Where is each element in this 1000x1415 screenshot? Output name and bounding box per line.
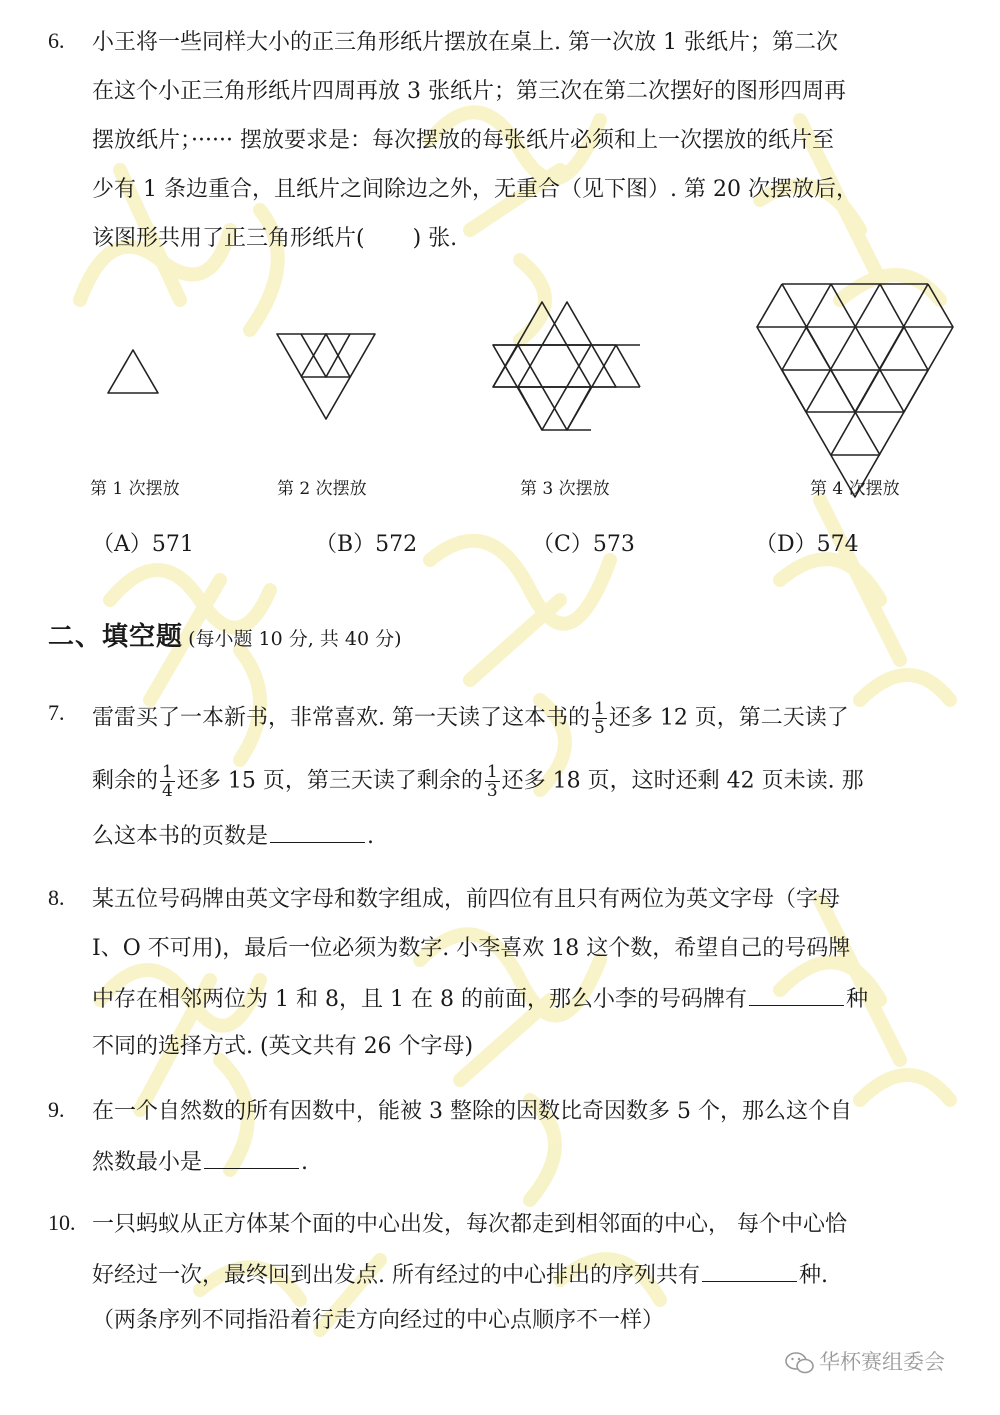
text-segment: 该图形共用了正三角形纸片( [92, 226, 365, 251]
wechat-icon [785, 1352, 815, 1374]
option-d[interactable]: （D）574 [755, 532, 859, 557]
option-b[interactable]: （B）572 [315, 532, 418, 557]
question-text-line: 在一个自然数的所有因数中，能被 3 整除的因数比奇因数多 5 个，那么这个自 [92, 1099, 852, 1124]
text-segment: 种. [799, 1263, 828, 1288]
section-title: 二、填空题 [48, 622, 184, 652]
question-text-line: I、O 不可用)，最后一位必须为数字. 小李喜欢 18 这个数，希望自己的号码牌 [92, 936, 851, 961]
text-segment: 种 [845, 987, 868, 1012]
fraction-numerator: 1 [486, 762, 498, 782]
question-text-line: 某五位号码牌由英文字母和数字组成，前四位有且只有两位为英文字母（字母 [92, 887, 841, 912]
question-number: 9. [48, 1097, 65, 1122]
question-number: 8. [48, 885, 65, 910]
question-text-line: 少有 1 条边重合，且纸片之间除边之外，无重合（见下图）. 第 20 次摆放后， [92, 177, 858, 202]
question-number: 10. [48, 1210, 76, 1235]
answer-blank[interactable] [749, 983, 844, 1006]
question-text-line [92, 820, 374, 852]
option-c[interactable]: （C）573 [532, 532, 635, 557]
section-score-note: (每小题 10 分, 共 40 分) [188, 628, 402, 650]
text-segment: 么这本书的页数是 [92, 824, 269, 849]
text-segment: . [367, 824, 375, 849]
fraction [160, 763, 175, 800]
text-segment: ) 张. [412, 226, 458, 251]
fraction-numerator: 1 [594, 699, 605, 719]
fraction-denominator: 5 [594, 718, 605, 738]
question-text-line: （两条序列不同指沿着行走方向经过的中心点顺序不一样） [92, 1308, 665, 1333]
text-segment: 剩余的 [92, 768, 159, 794]
question-text-line [92, 763, 864, 800]
section-heading [48, 616, 402, 653]
question-text-line: 在这个小正三角形纸片四周再放 3 张纸片；第三次在第二次摆好的图形四周再 [92, 79, 846, 104]
question-number: 7. [48, 700, 65, 725]
answer-blank[interactable] [270, 820, 365, 843]
figure-caption: 第 1 次摆放 [90, 479, 180, 499]
text-segment: 还多 15 页，第三天读了剩余的 [176, 768, 483, 794]
question-text-line: 摆放纸片；······ 摆放要求是：每次摆放的每张纸片必须和上一次摆放的纸片至 [92, 128, 834, 153]
text-segment: 还多 18 页，这时还剩 42 页未读. 那 [501, 768, 864, 794]
question-text-line [92, 700, 849, 737]
question-text-line [92, 983, 868, 1015]
text-segment: 然数最小是 [92, 1150, 203, 1175]
figure-step-2 [277, 334, 375, 419]
question-text-line: 不同的选择方式. (英文共有 26 个字母) [92, 1034, 474, 1059]
footer-logo [785, 1346, 945, 1376]
question-text-line [92, 1259, 828, 1291]
question-number: 6. [48, 28, 65, 53]
text-segment: 还多 12 页，第二天读了 [608, 705, 849, 731]
question-text-line: 小王将一些同样大小的正三角形纸片摆放在桌上. 第一次放 1 张纸片；第二次 [92, 30, 838, 55]
text-segment: 雷雷买了一本新书，非常喜欢. 第一天读了这本书的 [92, 705, 590, 731]
figure-caption: 第 3 次摆放 [520, 479, 610, 499]
fraction-denominator: 3 [486, 781, 498, 801]
figure-step-1 [108, 350, 158, 393]
figure-caption: 第 2 次摆放 [277, 479, 367, 499]
figure-step-3 [493, 302, 640, 430]
question-text-line: 一只蚂蚁从正方体某个面的中心出发，每次都走到相邻面的中心， 每个中心恰 [92, 1212, 847, 1237]
fraction-numerator: 1 [162, 762, 173, 782]
logo-text: 华杯赛组委会 [819, 1350, 945, 1374]
fraction-denominator: 4 [162, 781, 173, 801]
question-text-line [92, 224, 457, 254]
text-segment: 中存在相邻两位为 1 和 8，且 1 在 8 的前面，那么小李的号码牌有 [92, 987, 747, 1012]
fraction [592, 700, 607, 737]
figure-caption: 第 4 次摆放 [810, 479, 900, 499]
text-segment: 好经过一次，最终回到出发点. 所有经过的中心排出的序列共有 [92, 1263, 700, 1288]
question-text-line [92, 1146, 308, 1178]
answer-blank[interactable] [204, 1146, 299, 1169]
text-segment: . [301, 1150, 309, 1175]
figure-step-4 [757, 284, 953, 497]
answer-blank[interactable] [702, 1259, 797, 1282]
option-a[interactable]: （A）571 [92, 532, 194, 557]
fraction [485, 763, 500, 800]
